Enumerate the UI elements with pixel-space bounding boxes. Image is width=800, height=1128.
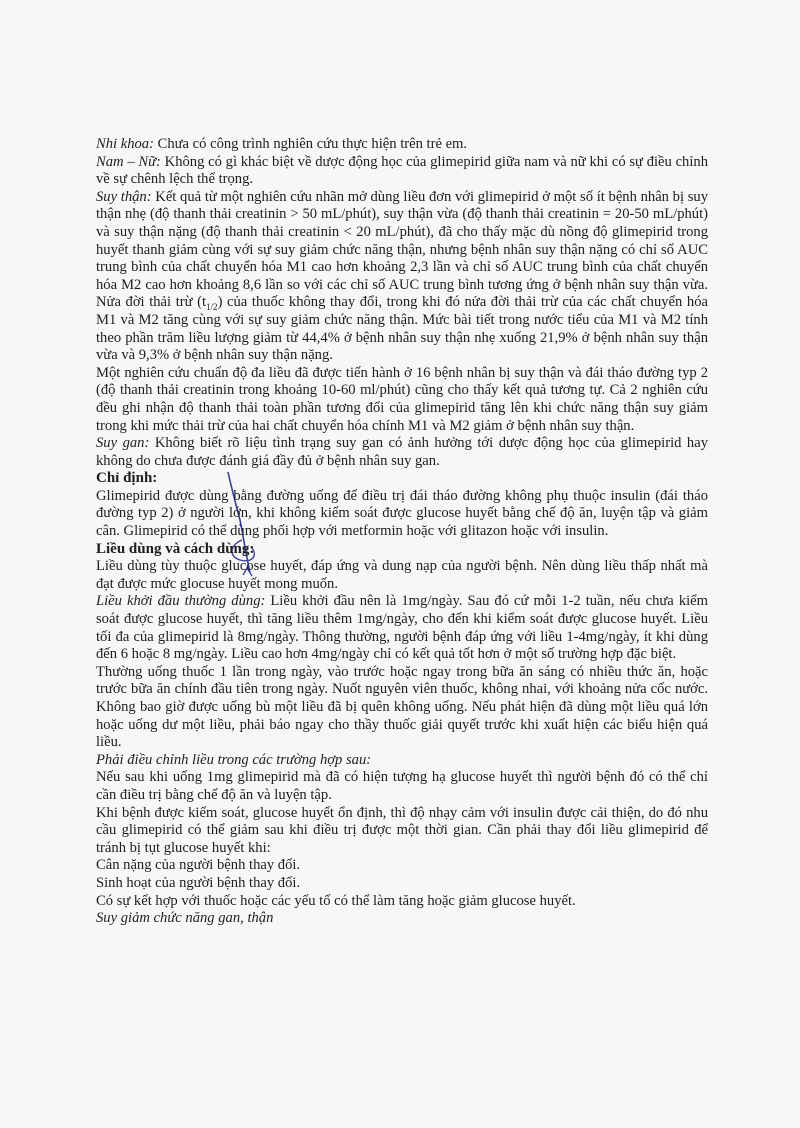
- suy-gan-paragraph: [96, 435, 708, 470]
- nam-nu-label: Nam – Nữ:: [96, 153, 161, 170]
- suy-than-text-1: Kết quả từ một nghiên cứu nhãn mở dùng liều đơn với glimepirid ở một số ít bệnh nhân bị suy thận nhẹ (độ thanh thải creatinin > 50 mL/phút), suy thận vừa (độ thanh thải creatinin = 20-50 mL/phút) và suy thận nặng (độ thanh thải creatinin < 20 mL/phút), đã cho thấy mặc dù nồng độ glimepirid trong huyết thanh giảm cùng với sự suy giảm chức năng thận, nhưng bệnh nhân suy thận nặng có chỉ số AUC trung bình của chất chuyển hóa M1 cao hơn khoảng 2,3 lần và chỉ số AUC trung bình của chất chuyển hóa M2 cao hơn khoảng 8,6 lần so với các chỉ số AUC trung bình tương ứng ở bệnh nhân suy thận vừa. Nửa đời thải trừ (t: [96, 188, 708, 311]
- dieu-chinh-lieu-heading: Phải điều chỉnh liều trong các trường hợp sau:: [96, 751, 372, 768]
- lieu-khoi-dau-paragraph: [96, 593, 708, 663]
- nhi-khoa-paragraph: [96, 136, 708, 154]
- nam-nu-paragraph: [96, 154, 708, 189]
- lieu-dung-paragraph-4: Nếu sau khi uống 1mg glimepirid mà đã có hiện tượng hạ glucose huyết thì người bệnh đó có thể chỉ cần điều trị bằng chế độ ăn và luyện tập.: [96, 769, 708, 803]
- suy-than-paragraph: [96, 189, 708, 365]
- suy-than-label: Suy thận:: [96, 188, 152, 205]
- chuan-do-paragraph: Một nghiên cứu chuẩn độ đa liều đã được tiến hành ở 16 bệnh nhân bị suy thận và đái tháo đường typ 2 (độ thanh thải creatinin trong khoảng 10-60 ml/phút) cũng cho thấy kết quả tương tự. Cả 2 nghiên cứu đều ghi nhận độ thanh thải toàn phần tương đối của glimepirid tăng lên khi chức năng thận suy giảm trong khi mức thải trừ của hai chất chuyển hóa chính M1 và M2 giảm ở bệnh nhân suy thận.: [96, 364, 708, 434]
- lieu-dung-paragraph-1: Liều dùng tùy thuộc glucose huyết, đáp ứng và dung nạp của người bệnh. Nên dùng liều thấp nhất mà đạt được mức glocuse huyết mong muốn.: [96, 558, 708, 592]
- lieu-dung-paragraph-5: Khi bệnh được kiểm soát, glucose huyết ổn định, thì độ nhạy cảm với insulin được cải thiện, do đó nhu cầu glimepirid có thể giảm sau khi điều trị được một thời gian. Cần phải thay đổi liều glimepirid để tránh bị tụt glucose huyết khi:: [96, 804, 708, 856]
- half-life-subscript: 1/2: [206, 302, 218, 313]
- suy-gan-label: Suy gan:: [96, 435, 150, 452]
- nhi-khoa-text: Chưa có công trình nghiên cứu thực hiện trên trẻ em.: [153, 136, 468, 152]
- nhi-khoa-label: Nhi khoa:: [96, 136, 154, 152]
- lieu-dung-heading: Liều dùng và cách dùng:: [96, 540, 255, 557]
- suy-giam-heading: Suy giảm chức năng gan, thận: [96, 910, 274, 927]
- lieu-dung-paragraph-3: Thường uống thuốc 1 lần trong ngày, vào trước hoặc ngay trong bữa ăn sáng có nhiều thức ăn, hoặc trước bữa ăn chính đầu tiên trong ngày. Nuốt nguyên viên thuốc, không nhai, với khoảng nửa cốc nước. Không bao giờ được uống bù một liều đã bị quên không uống. Nếu phát hiện đã dùng một liều quá lớn hoặc uống dư một liều, phải báo ngay cho thầy thuốc giải quyết trước khi xuất hiện các biểu hiện quá liều.: [96, 663, 708, 751]
- lieu-khoi-dau-text: Liều khởi đầu nên là 1mg/ngày. Sau đó cứ mỗi 1-2 tuần, nếu chưa kiểm soát được glucose huyết, thì tăng liều thêm 1mg/ngày, cho đến khi kiểm soát được glucose huyết. Liều tối đa của glimepirid là 8mg/ngày. Thông thường, người bệnh đáp ứng với liều 1-4mg/ngày, ít khi dùng đến 6 hoặc 8 mg/ngày. Liều cao hơn 4mg/ngày chỉ có kết quả tốt hơn ở một số trường hợp đặc biệt.: [96, 593, 708, 663]
- suy-gan-text: Không biết rõ liệu tình trạng suy gan có ảnh hưởng tới dược động học của glimepirid hay không do chưa được đánh giá đầy đủ ở bệnh nhân suy gan.: [96, 435, 708, 469]
- suy-than-text-2: ) của thuốc không thay đổi, trong khi đó nửa đời thải trừ của các chất chuyển hóa M1 và M2 tăng cùng với sự suy giảm chức năng thận. Mức bài tiết trong nước tiểu của M1 và M2 tính theo phần trăm liều lượng giảm từ 44,4% ở bệnh nhân suy thận nhẹ xuống 21,9% ở bệnh nhân suy thận vừa và 9,3% ở bệnh nhân suy thận nặng.: [96, 294, 708, 364]
- chi-dinh-paragraph: Glimepirid được dùng bằng đường uống để điều trị đái tháo đường không phụ thuộc insulin (đái tháo đường typ 2) ở người lớn, khi không kiểm soát được glucose huyết bằng chế độ ăn, luyện tập và giảm cân. Glimepirid có thể dùng phối hợp với metformin hoặc với glitazon hoặc với insulin.: [96, 487, 708, 540]
- lieu-khoi-dau-label: Liều khởi đầu thường dùng:: [96, 593, 266, 610]
- chi-dinh-heading: Chỉ định:: [96, 470, 158, 487]
- list-item: Có sự kết hợp với thuốc hoặc các yếu tố có thể làm tăng hoặc giảm glucose huyết.: [96, 892, 576, 909]
- list-item: Cân nặng của người bệnh thay đổi.: [96, 857, 301, 874]
- list-item: Sinh hoạt của người bệnh thay đổi.: [96, 874, 301, 891]
- nam-nu-text: Không có gì khác biệt về dược động học của glimepirid giữa nam và nữ khi có sự điều chỉnh về sự chênh lệch thể trọng.: [96, 153, 708, 188]
- document-body: [96, 136, 708, 928]
